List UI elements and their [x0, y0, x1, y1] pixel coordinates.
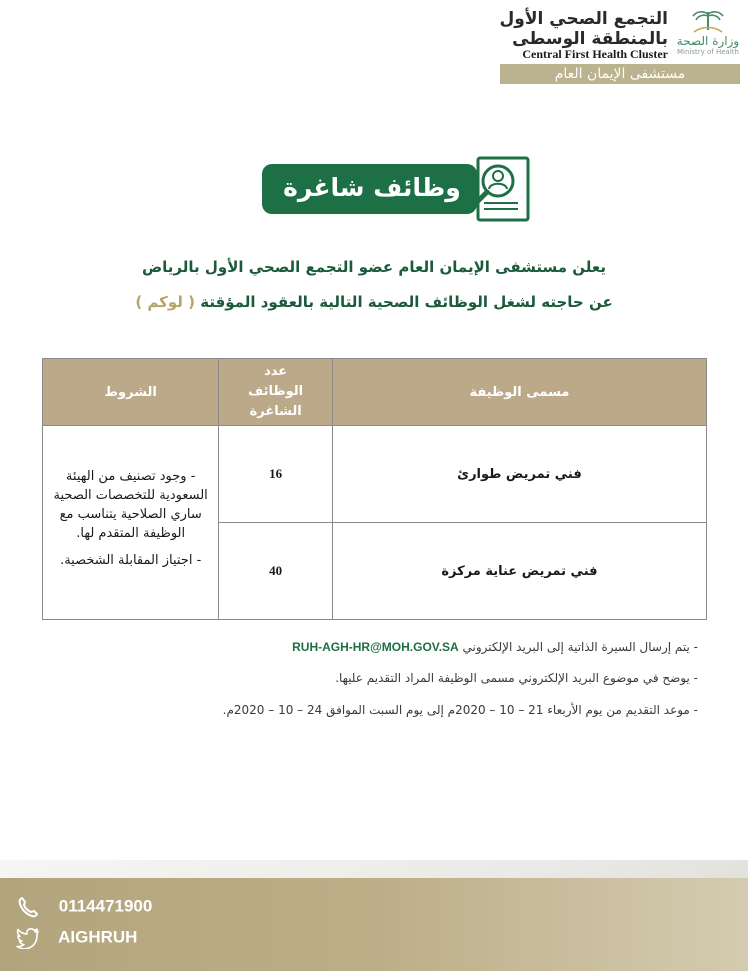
application-email[interactable]: RUH-AGH-HR@MOH.GOV.SA — [292, 640, 459, 654]
vacancies-title: وظائف شاغرة — [283, 173, 461, 202]
vacancy-count-cell: 16 — [219, 426, 333, 523]
twitter-icon — [16, 927, 58, 946]
cluster-name-ar-line2: بالمنطقة الوسطى — [512, 29, 668, 49]
intro-line-2-text: عن حاجته لشغل الوظائف الصحية التالية بالعقود المؤقتة — [195, 293, 613, 311]
table-row — [43, 426, 707, 523]
cluster-name-en: Central First Health Cluster — [522, 47, 668, 61]
footer-contact-bar — [0, 878, 748, 971]
intro-line-2 — [40, 293, 708, 311]
vacancies-table — [42, 358, 707, 620]
contract-type-highlight: ( لوكم ) — [135, 293, 195, 311]
job-title-cell: فني تمريض عناية مركزة — [332, 523, 706, 620]
note-cv-text: - يتم إرسال السيرة الذاتية إلى البريد الإلكتروني — [458, 640, 698, 654]
table-header-row — [43, 359, 707, 426]
footer-phone — [16, 895, 152, 919]
ministry-logo — [672, 8, 744, 64]
header-conditions: الشروط — [43, 359, 219, 426]
resume-search-icon — [468, 155, 532, 223]
condition-item: - اجتياز المقابلة الشخصية. — [60, 553, 202, 568]
vacancy-count-cell: 40 — [219, 523, 333, 620]
note-cv — [292, 640, 698, 654]
ministry-name-ar: وزارة الصحة — [676, 34, 740, 48]
footer-twitter — [16, 927, 137, 949]
header-vacancy-count — [219, 359, 333, 426]
hospital-name-bar: مستشفى الإيمان العام — [500, 64, 740, 84]
note-deadline: - موعد التقديم من يوم الأربعاء 21 – 10 – 2020م إلى يوم السبت الموافق 24 – 10 – 2020م. — [222, 703, 698, 717]
header-vacancy-count-text: عدد الوظائف الشاغرة — [248, 364, 304, 419]
job-title-cell: فني تمريض طوارئ — [332, 426, 706, 523]
phone-number[interactable]: 0114471900 — [58, 896, 153, 916]
conditions-cell — [43, 426, 219, 620]
note-subject: - يوضح في موضوع البريد الإلكتروني مسمى الوظيفة المراد التقديم عليها. — [335, 671, 698, 685]
condition-item: - وجود تصنيف من الهيئة السعودية للتخصصات الصحية ساري الصلاحية يتناسب مع الوظيفة المتقدم لها. — [53, 469, 208, 541]
cluster-name-ar-line1: التجمع الصحي الأول — [499, 9, 668, 29]
header-job-title: مسمى الوظيفة — [332, 359, 706, 426]
twitter-handle[interactable]: AIGHRUH — [58, 927, 138, 947]
palm-swords-icon — [688, 8, 728, 34]
ministry-name-en: Ministry of Health — [677, 48, 739, 56]
phone-icon — [16, 896, 59, 915]
intro-line-1: يعلن مستشفى الإيمان العام عضو التجمع الصحي الأول بالرياض — [141, 258, 606, 276]
